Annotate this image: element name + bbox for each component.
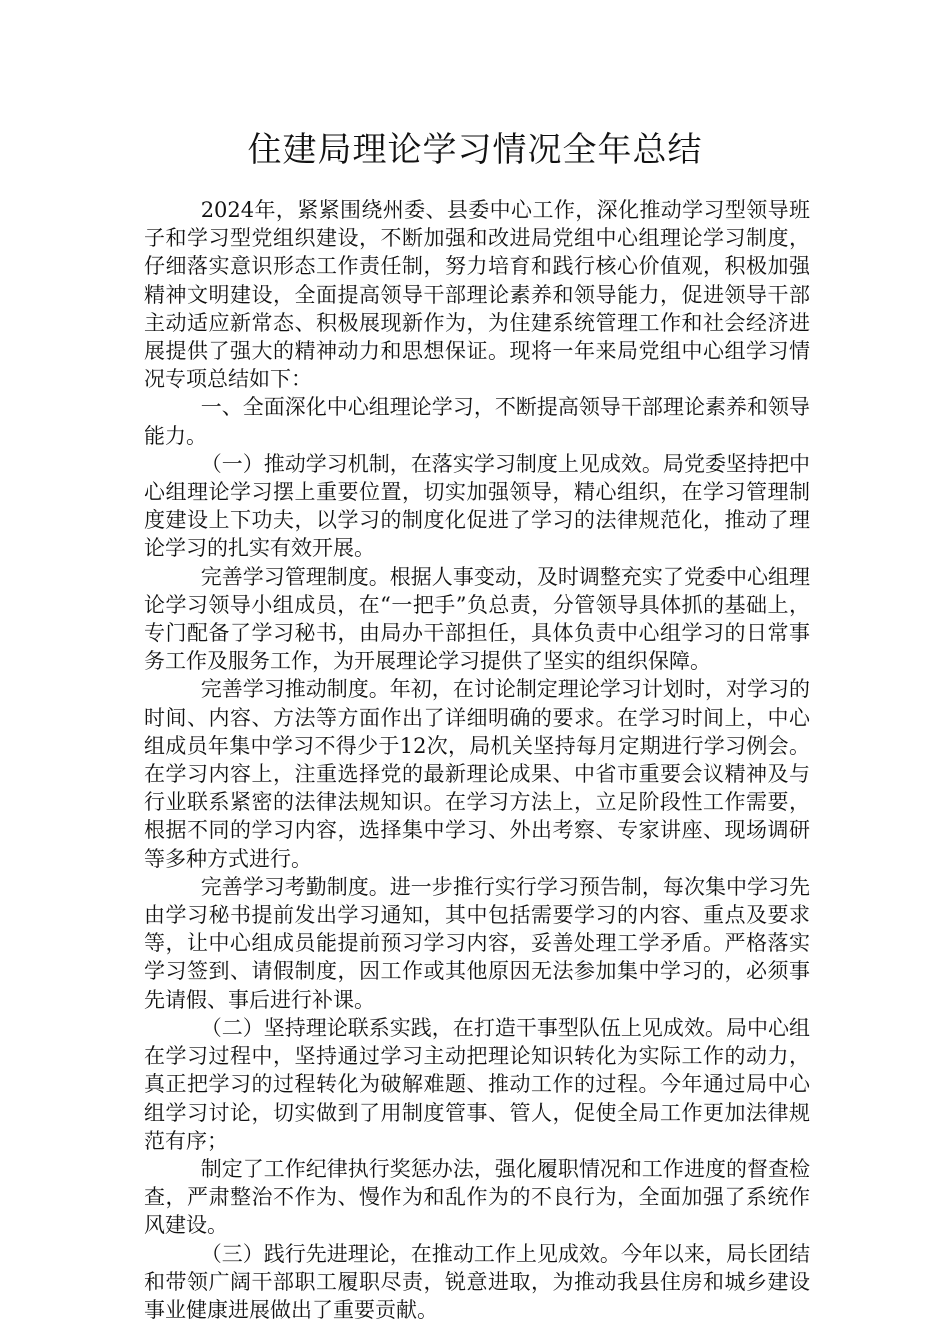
paragraph-subsection-3: （三）践行先进理论，在推动工作上见成效。今年以来，局长团结和带领广阔干部职工履职尽责，锐意进取，为推动我县住房和城乡建设事业健康进展做出了重要贡献。 [144,1241,810,1322]
paragraph-attendance-system: 完善学习考勤制度。进一步推行实行学习预告制，每次集中学习先由学习秘书提前发出学习通知，其中包括需要学习的内容、重点及要求等，让中心组成员能提前预习学习内容，妥善处理工学矛盾。严格落实学习签到、请假制度，因工作或其他原因无法参加集中学习的，必须事先请假、事后进行补课。 [144,874,810,1012]
paragraph-intro: 2024年，紧紧围绕州委、县委中心工作，深化推动学习型领导班子和学习型党组织建设，不断加强和改进局党组中心组理论学习制度，仔细落实意识形态工作责任制，努力培育和践行核心价值观，积极加强精神文明建设，全面提高领导干部理论素养和领导能力，促进领导干部主动适应新常态、积极展现新作为，为住建系统管理工作和社会经济进展提供了强大的精神动力和思想保证。现将一年来局党组中心组学习情况专项总结如下： [144,198,810,392]
paragraph-discipline: 制定了工作纪律执行奖惩办法，强化履职情况和工作进度的督查检查，严肃整治不作为、慢作为和乱作为的不良行为，全面加强了系统作风建设。 [144,1156,810,1238]
paragraph-management-system: 完善学习管理制度。根据人事变动，及时调整充实了党委中心组理论学习领导小组成员，在“一把手”负总责，分管领导具体抓的基础上，专门配备了学习秘书，由局办干部担任，具体负责中心组学习的日常事务工作及服务工作，为开展理论学习提供了坚实的组织保障。 [144,564,810,674]
paragraph-subsection-1: （一）推动学习机制，在落实学习制度上见成效。局党委坚持把中心组理论学习摆上重要位置，切实加强领导，精心组织，在学习管理制度建设上下功夫，以学习的制度化促进了学习的法律规范化，推动了理论学习的扎实有效开展。 [144,451,810,561]
document-body [144,196,810,1324]
paragraph-section-1-heading: 一、全面深化中心组理论学习，不断提高领导干部理论素养和领导能力。 [144,395,810,448]
document-title: 住建局理论学习情况全年总结 [247,130,703,170]
paragraph-subsection-2: （二）坚持理论联系实践，在打造干事型队伍上见成效。局中心组在学习过程中，坚持通过学习主动把理论知识转化为实际工作的动力，真正把学习的过程转化为破解难题、推动工作的过程。今年通过局中心组学习讨论，切实做到了用制度管事、管人，促使全局工作更加法律规范有序； [144,1015,810,1153]
paragraph-promotion-system: 完善学习推动制度。年初，在讨论制定理论学习计划时，对学习的时间、内容、方法等方面作出了详细明确的要求。在学习时间上，中心组成员年集中学习不得少于12次，局机关坚持每月定期进行学习例会。在学习内容上，注重选择党的最新理论成果、中省市重要会议精神及与行业联系紧密的法律法规知识。在学习方法上，立足阶段性工作需要，根据不同的学习内容，选择集中学习、外出考察、专家讲座、现场调研等多种方式进行。 [144,677,810,871]
